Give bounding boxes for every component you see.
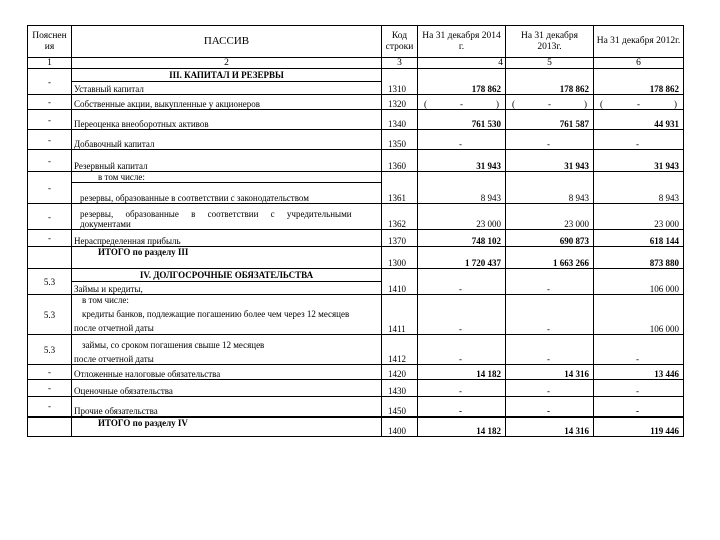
row-code: 1410 — [382, 269, 418, 295]
row-value-2014: - — [418, 380, 506, 397]
row-value-2014: 14 182 — [418, 365, 506, 380]
row-value-2013: - — [506, 269, 594, 295]
close-paren: ) — [674, 99, 677, 109]
row-value-2013: - — [506, 380, 594, 397]
header-notes: Пояснения — [28, 26, 72, 58]
table-row — [28, 397, 684, 417]
row-note: - — [28, 150, 72, 172]
total-section-4-label: ИТОГО по разделу IV — [72, 417, 382, 437]
including-label: в том числе: — [72, 172, 382, 183]
col-num-1: 1 — [28, 58, 72, 69]
row-label-line-1: кредиты банков, подлежащие погашению более чем через 12 месяцев — [82, 309, 350, 319]
value: - — [637, 99, 640, 109]
row-value-2012: 119 446 — [594, 417, 684, 437]
row-value-2014: 761 530 — [418, 110, 506, 130]
row-note: - — [28, 365, 72, 380]
col-num-3: 3 — [382, 58, 418, 69]
row-value-2012: 23 000 — [594, 204, 684, 230]
row-value-2013: 178 862 — [506, 69, 594, 95]
row-note: 5.3 — [28, 295, 72, 335]
row-code: 1362 — [382, 204, 418, 230]
row-value-2012: - — [594, 335, 684, 365]
col-num-5: 5 — [506, 58, 594, 69]
col-num-4: 4 — [418, 58, 506, 69]
section-4-title-row — [28, 269, 684, 282]
col-num-6: 6 — [594, 58, 684, 69]
table-row — [28, 365, 684, 380]
total-section-3-label: ИТОГО по разделу III — [72, 247, 382, 269]
row-code: 1320 — [382, 95, 418, 110]
row-label: Переоценка внеоборотных активов — [72, 110, 382, 130]
row-value-2014: 23 000 — [418, 204, 506, 230]
row-value-2012: 44 931 — [594, 110, 684, 130]
close-paren: ) — [496, 99, 499, 109]
row-value-2013: - — [506, 130, 594, 150]
row-label — [72, 204, 382, 230]
row-value-2014: - — [418, 269, 506, 295]
table-row — [28, 230, 684, 247]
open-paren: ( — [512, 99, 515, 109]
header-code: Код строки — [382, 26, 418, 58]
table-row — [28, 110, 684, 130]
row-label-line-2: документами — [80, 219, 131, 229]
row-value-2012: 106 000 — [594, 295, 684, 335]
row-note: - — [28, 380, 72, 397]
column-number-row — [28, 58, 684, 69]
row-label: Собственные акции, выкупленные у акционеров — [72, 95, 382, 110]
row-value-2014: 178 862 — [418, 69, 506, 95]
row-label-line-1: займы, со сроком погашения свыше 12 месяцев — [82, 340, 265, 350]
row-value-2012: 178 862 — [594, 69, 684, 95]
row-value-2014: 8 943 — [418, 172, 506, 204]
row-label-line-1: резервы, образованные в соответствии с учредительными — [80, 209, 352, 219]
row-code: 1350 — [382, 130, 418, 150]
table-row — [28, 335, 684, 365]
row-value-2012: 618 144 — [594, 230, 684, 247]
row-note: - — [28, 172, 72, 204]
open-paren: ( — [600, 99, 603, 109]
row-label: резервы, образованные в соответствии с законодательством — [72, 183, 382, 204]
row-label — [72, 335, 382, 365]
row-value-2013: 31 943 — [506, 150, 594, 172]
row-value-2012: 873 880 — [594, 247, 684, 269]
row-value-2013: 690 873 — [506, 230, 594, 247]
row-note — [28, 247, 72, 269]
row-value-2013: 761 587 — [506, 110, 594, 130]
row-value-2013 — [506, 95, 594, 110]
section-4-title: IV. ДОЛГОСРОЧНЫЕ ОБЯЗАТЕЛЬСТВА — [72, 269, 382, 282]
value: - — [460, 99, 463, 109]
row-value-2014: - — [418, 397, 506, 417]
row-note: - — [28, 130, 72, 150]
row-value-2014: 14 182 — [418, 417, 506, 437]
row-value-2014: 31 943 — [418, 150, 506, 172]
section-3-title-row — [28, 69, 684, 82]
total-section-4-row — [28, 417, 684, 437]
liabilities-table — [27, 25, 684, 437]
value: - — [548, 99, 551, 109]
row-value-2013: 14 316 — [506, 417, 594, 437]
row-note: 5.3 — [28, 335, 72, 365]
col-num-2: 2 — [72, 58, 382, 69]
table-row — [28, 380, 684, 397]
row-note: - — [28, 69, 72, 95]
row-value-2012: - — [594, 397, 684, 417]
row-code: 1361 — [382, 172, 418, 204]
row-value-2014 — [418, 95, 506, 110]
row-value-2012: - — [594, 380, 684, 397]
row-value-2012 — [594, 95, 684, 110]
row-value-2014: - — [418, 335, 506, 365]
including-label: в том числе: — [82, 295, 129, 305]
row-value-2014: - — [418, 295, 506, 335]
row-code: 1340 — [382, 110, 418, 130]
row-label-line-2: после отчетной даты — [74, 354, 154, 364]
row-label-line-2: после отчетной даты — [74, 323, 154, 333]
row-label: Прочие обязательства — [72, 397, 382, 417]
row-note: - — [28, 110, 72, 130]
section-3-title: III. КАПИТАЛ И РЕЗЕРВЫ — [72, 69, 382, 82]
row-note: - — [28, 230, 72, 247]
row-code: 1400 — [382, 417, 418, 437]
row-value-2012: 13 446 — [594, 365, 684, 380]
table-row — [28, 95, 684, 110]
row-value-2013: 8 943 — [506, 172, 594, 204]
row-value-2014: - — [418, 130, 506, 150]
row-value-2013: 14 316 — [506, 365, 594, 380]
row-note: - — [28, 397, 72, 417]
close-paren: ) — [584, 99, 587, 109]
row-label: Резервный капитал — [72, 150, 382, 172]
header-row — [28, 26, 684, 58]
header-2013: На 31 декабря 2013г. — [506, 26, 594, 58]
row-label: Нераспределенная прибыль — [72, 230, 382, 247]
row-code: 1360 — [382, 150, 418, 172]
row-note: 5.3 — [28, 269, 72, 295]
total-section-3-row — [28, 247, 684, 269]
row-label: Отложенные налоговые обязательства — [72, 365, 382, 380]
table-row — [28, 204, 684, 230]
row-note: - — [28, 95, 72, 110]
table-row — [28, 150, 684, 172]
row-label: Добавочный капитал — [72, 130, 382, 150]
header-2012: На 31 декабря 2012г. — [594, 26, 684, 58]
row-label: Оценочные обязательства — [72, 380, 382, 397]
row-value-2013: - — [506, 295, 594, 335]
open-paren: ( — [424, 99, 427, 109]
balance-sheet-liabilities — [27, 25, 683, 437]
row-code: 1450 — [382, 397, 418, 417]
row-value-2012: 8 943 — [594, 172, 684, 204]
header-2014: На 31 декабря 2014 г. — [418, 26, 506, 58]
row-value-2012: - — [594, 130, 684, 150]
header-liabilities: ПАССИВ — [72, 26, 382, 58]
row-value-2014: 1 720 437 — [418, 247, 506, 269]
row-note: - — [28, 204, 72, 230]
row-code: 1310 — [382, 69, 418, 95]
row-label — [72, 295, 382, 335]
row-label: Уставный капитал — [72, 82, 382, 95]
row-value-2013: - — [506, 335, 594, 365]
row-code: 1430 — [382, 380, 418, 397]
row-value-2012: 106 000 — [594, 269, 684, 295]
row-value-2014: 748 102 — [418, 230, 506, 247]
row-note — [28, 417, 72, 437]
row-value-2012: 31 943 — [594, 150, 684, 172]
row-code: 1411 — [382, 295, 418, 335]
row-label: Займы и кредиты, — [72, 282, 382, 295]
row-code: 1370 — [382, 230, 418, 247]
table-row — [28, 295, 684, 335]
row-code: 1412 — [382, 335, 418, 365]
table-row — [28, 130, 684, 150]
row-value-2013: 23 000 — [506, 204, 594, 230]
row-value-2013: 1 663 266 — [506, 247, 594, 269]
row-code: 1300 — [382, 247, 418, 269]
table-row — [28, 172, 684, 183]
row-code: 1420 — [382, 365, 418, 380]
row-value-2013: - — [506, 397, 594, 417]
